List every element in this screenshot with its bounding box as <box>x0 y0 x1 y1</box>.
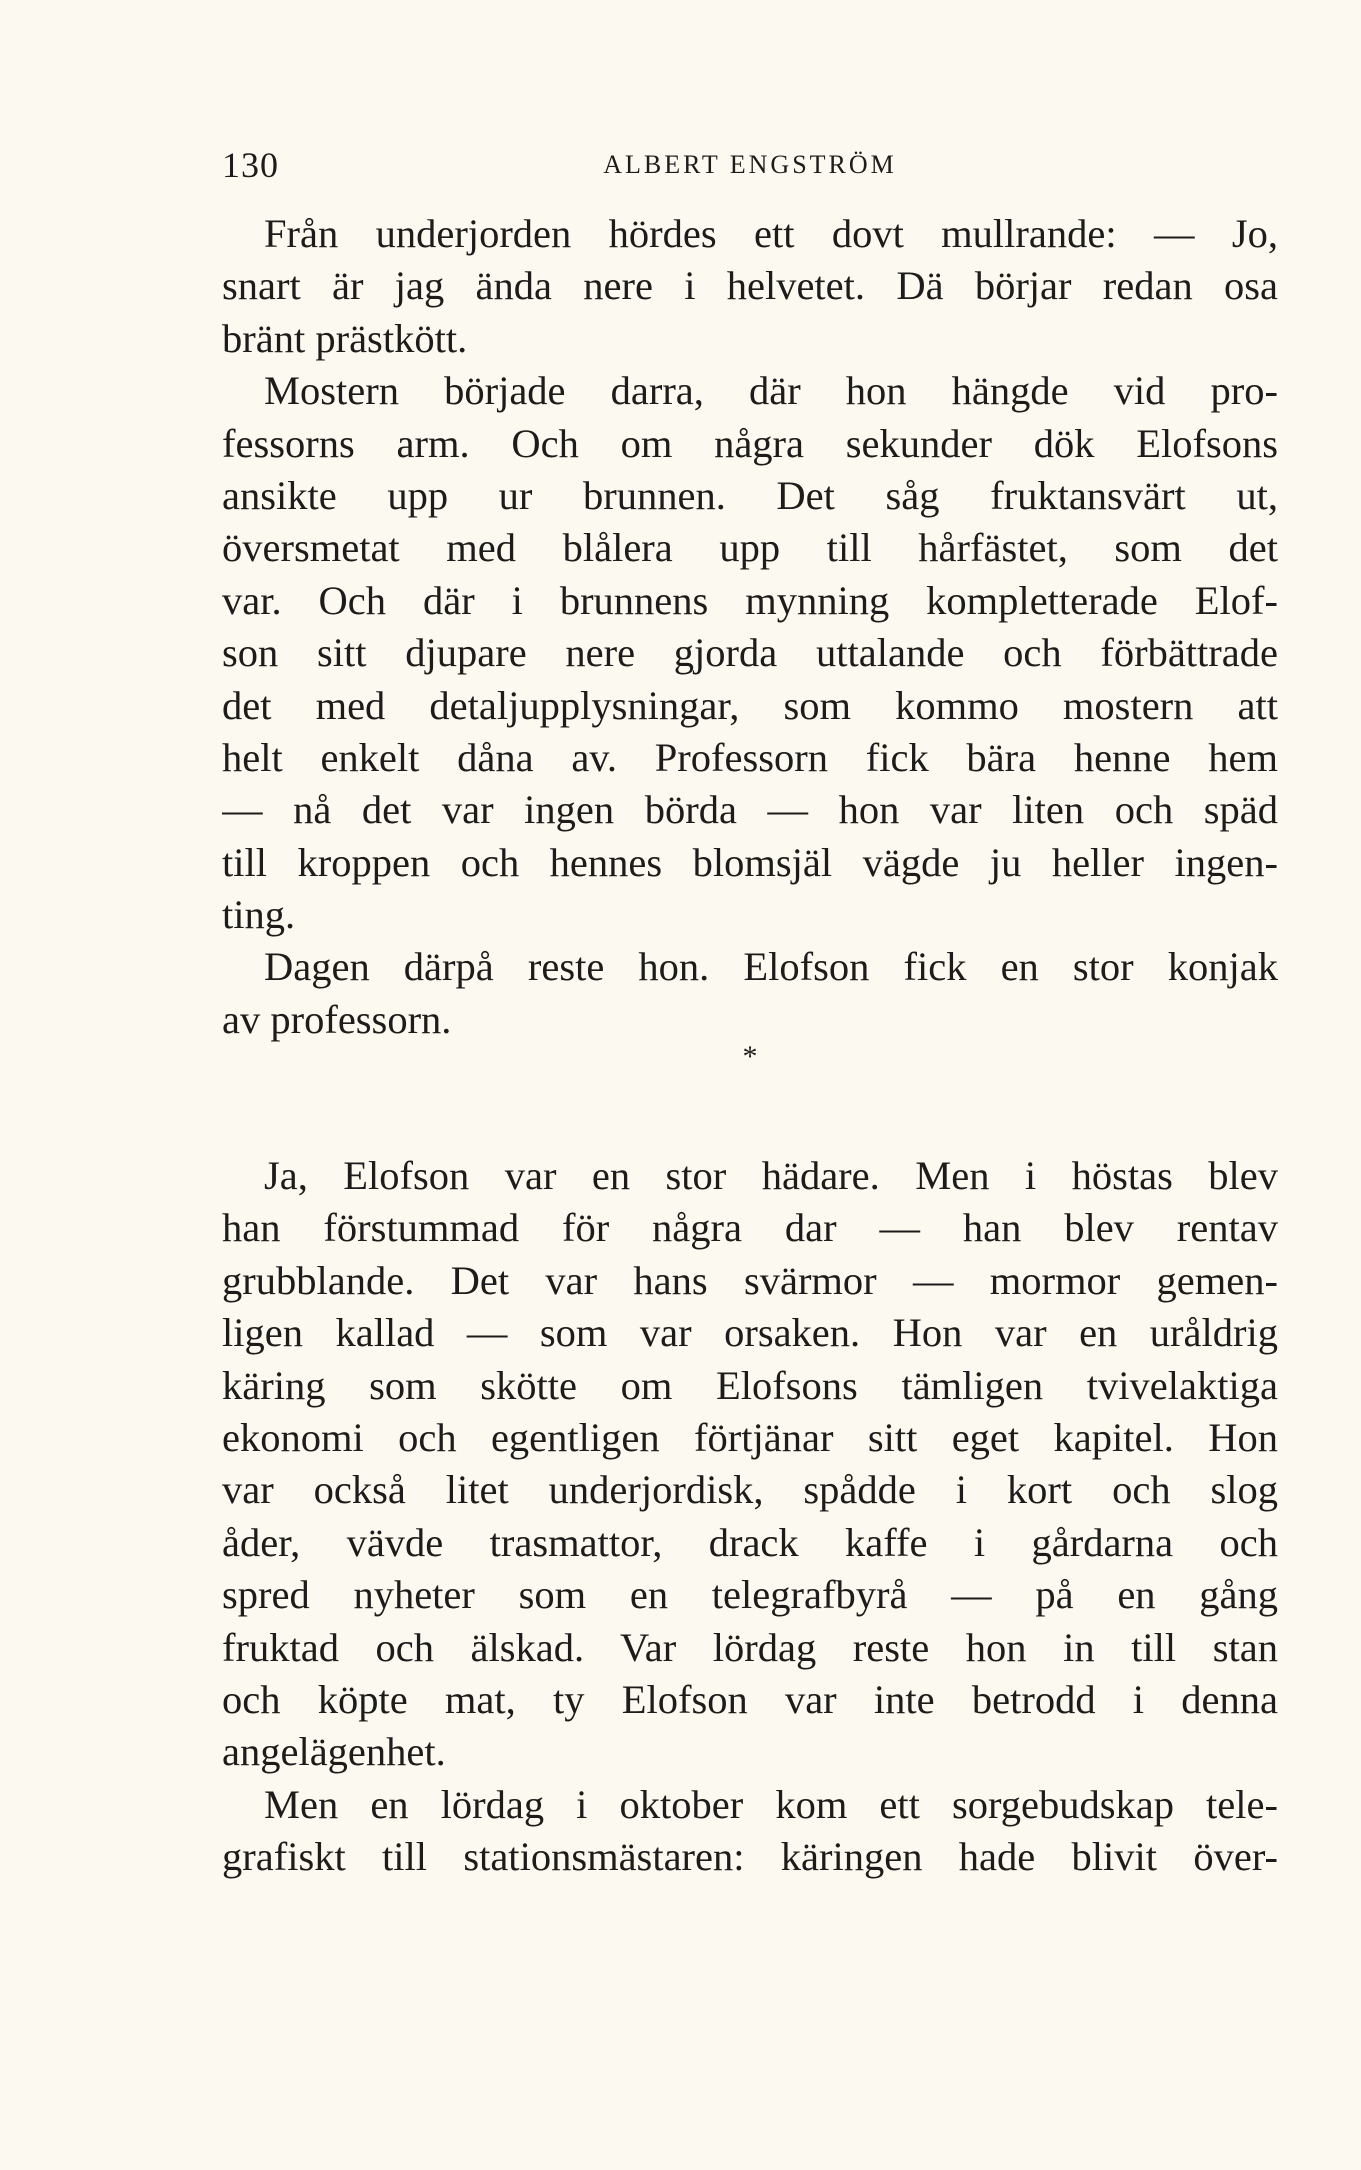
page-number: 130 <box>222 145 279 185</box>
text-line: bränt prästkött. <box>222 315 468 361</box>
text-section-2 <box>222 1150 1278 1883</box>
text-line: grafiskt till stationsmästaren: käringen hade blivit över- <box>222 1834 1278 1880</box>
text-line: fessorns arm. Och om några sekunder dök Elofsons <box>222 420 1278 466</box>
text-line: Från underjorden hördes ett dovt mullrande: — Jo, <box>264 211 1278 256</box>
text-line: angelägenhet. <box>222 1729 446 1775</box>
text-line: ansikte upp ur brunnen. Det såg fruktansvärt ut, <box>222 472 1278 518</box>
text-line: ligen kallad — som var orsaken. Hon var en uråldrig <box>222 1310 1278 1356</box>
text-line: snart är jag ända nere i helvetet. Dä börjar redan osa <box>222 263 1278 309</box>
text-line: ekonomi och egentligen förtjänar sitt eget kapitel. Hon <box>222 1414 1278 1460</box>
text-line: det med detaljupplysningar, som kommo mostern att <box>222 682 1278 728</box>
page-header <box>222 144 1278 194</box>
text-line: spred nyheter som en telegrafbyrå — på en gång <box>222 1572 1278 1618</box>
text-line: — nå det var ingen börda — hon var liten och späd <box>222 787 1278 833</box>
running-title: ALBERT ENGSTRÖM <box>603 150 897 179</box>
text-line: son sitt djupare nere gjorda uttalande och förbättrade <box>222 630 1278 676</box>
text-line: fruktad och älskad. Var lördag reste hon in till stan <box>222 1624 1278 1670</box>
text-line: till kroppen och hennes blomsjäl vägde ju heller ingen- <box>222 839 1278 885</box>
text-line: översmetat med blålera upp till hårfästet, som det <box>222 525 1278 571</box>
text-line: ting. <box>222 892 296 938</box>
text-line: Men en lördag i oktober kom ett sorgebudskap tele- <box>264 1781 1278 1827</box>
text-line: var. Och där i brunnens mynning kompletterade Elof- <box>222 577 1278 623</box>
text-line: var också litet underjordisk, spådde i kort och slog <box>222 1467 1278 1513</box>
text-line: helt enkelt dåna av. Professorn fick bära henne hem <box>222 734 1278 780</box>
text-line: Mostern började darra, där hon hängde vid pro- <box>264 368 1278 414</box>
text-line: han förstummad för några dar — han blev rentav <box>222 1205 1278 1251</box>
text-line: Ja, Elofson var en stor hädare. Men i höstas blev <box>264 1153 1278 1198</box>
text-line: och köpte mat, ty Elofson var inte betrodd i denna <box>222 1676 1278 1722</box>
text-section-1 <box>222 208 1278 1046</box>
section-separator: * <box>742 1040 758 1073</box>
text-line: käring som skötte om Elofsons tämligen tvivelaktiga <box>222 1362 1278 1408</box>
text-line: åder, vävde trasmattor, drack kaffe i gårdarna och <box>222 1519 1278 1565</box>
text-line: grubblande. Det var hans svärmor — mormor gemen- <box>222 1257 1278 1303</box>
text-line: av professorn. <box>222 996 452 1042</box>
text-line: Dagen därpå reste hon. Elofson fick en stor konjak <box>264 944 1278 990</box>
